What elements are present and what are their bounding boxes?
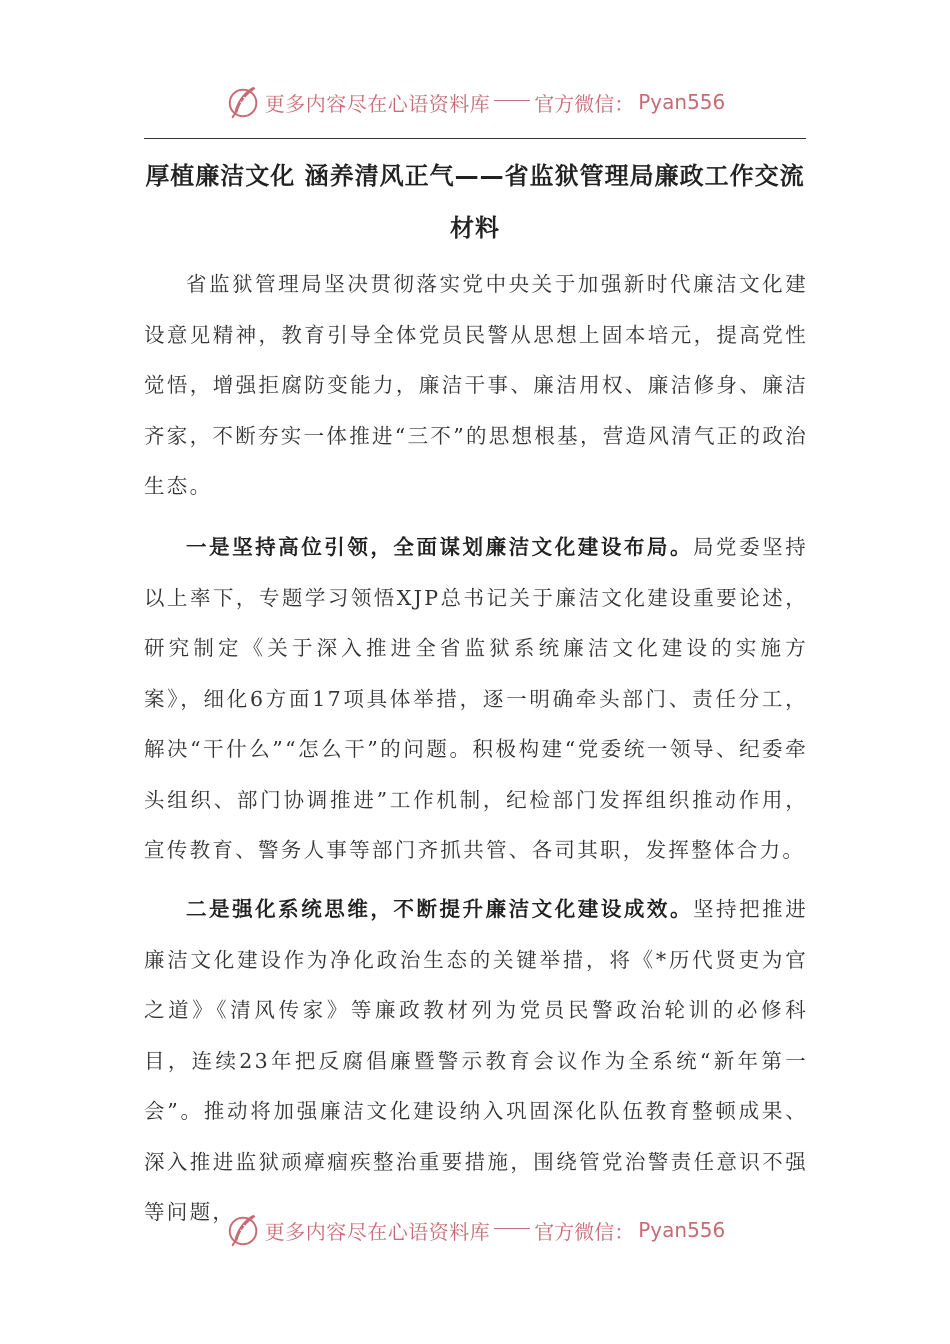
- banner-wechat-label: 官方微信：: [534, 91, 635, 116]
- banner-text: 更多内容尽在心语资料库: [264, 91, 491, 116]
- banner-text: 更多内容尽在心语资料库: [264, 1219, 491, 1244]
- header-divider: [144, 138, 806, 139]
- paragraph-section-one: [144, 522, 808, 876]
- header-watermark-banner: [0, 80, 950, 124]
- banner-wechat-id: Pyan556: [638, 1218, 726, 1242]
- paragraph-section-two: [144, 884, 808, 1238]
- paragraph-text: 局党委坚持以上率下，专题学习领悟XJP总书记关于廉洁文化建设重要论述，研究制定《关于深入推进全省监狱系统廉洁文化建设的实施方案》，细化6方面17项具体举措，逐一明确牵头部门、责任分工，解决“干什么”“怎么干”的问题。积极构建“党委统一领导、纪委牵头组织、部门协调推进”工作机制，纪检部门发挥组织推动作用，宣传教育、警务人事等部门齐抓共管、各司其职，发挥整体合力。: [144, 535, 808, 862]
- banner-wechat-label: 官方微信：: [534, 1219, 635, 1244]
- paragraph-text: 坚持把推进廉洁文化建设作为净化政治生态的关键举措，将《*历代贤吏为官之道》《清风传家》等廉政教材列为党员民警政治轮训的必修科目，连续23年把反腐倡廉暨警示教育会议作为全系统“新年第一会”。推动将加强廉洁文化建设纳入巩固深化队伍教育整顿成果、深入推进监狱顽瘴痼疾整治重要措施，围绕管党治警责任意识不强等问题，: [144, 897, 808, 1224]
- document-title: 厚植廉洁文化 涵养清风正气——省监狱管理局廉政工作交流材料: [145, 162, 805, 242]
- banner-dash-divider: [494, 100, 530, 101]
- paragraph-lead-heading: 一是坚持高位引领，全面谋划廉洁文化建设布局。: [186, 535, 694, 559]
- banner-dash-divider: [494, 1228, 530, 1229]
- paragraph-intro: [144, 259, 808, 512]
- paragraph-text: 省监狱管理局坚决贯彻落实党中央关于加强新时代廉洁文化建设意见精神，教育引导全体党员民警从思想上固本培元，提高党性觉悟，增强拒腐防变能力，廉洁干事、廉洁用权、廉洁修身、廉洁齐家，不断夯实一体推进“三不”的思想根基，营造风清气正的政治生态。: [144, 272, 808, 498]
- feather-pen-icon: [225, 1211, 263, 1249]
- feather-pen-icon: [225, 83, 263, 121]
- banner-wechat-id: Pyan556: [638, 90, 726, 114]
- paragraph-lead-heading: 二是强化系统思维，不断提升廉洁文化建设成效。: [186, 897, 694, 921]
- footer-watermark-banner: [0, 1208, 950, 1252]
